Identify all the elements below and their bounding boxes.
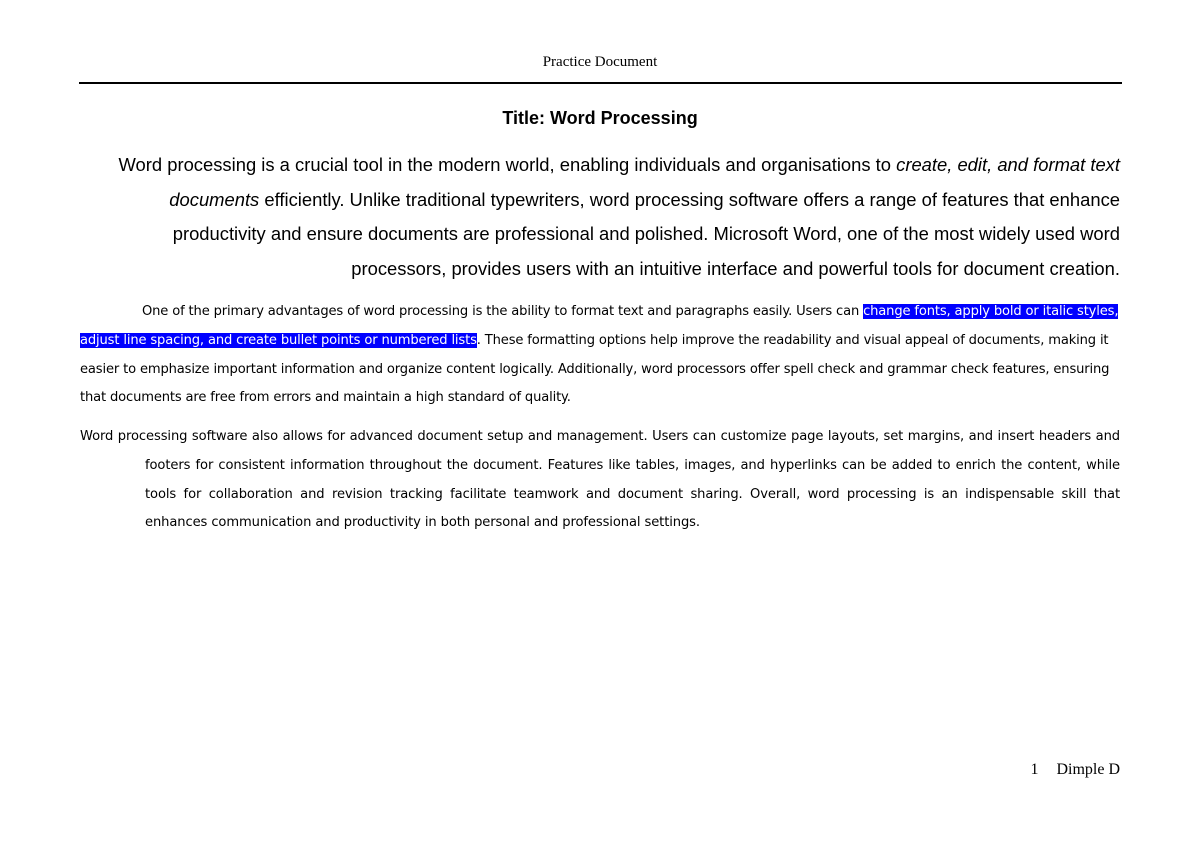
paragraph-intro-text-2: efficiently. Unlike traditional typewriters, word processing software offers a range of features that enhance productivity and ensure documents are professional and polished. Microsoft Word, one of the most widely used word processors, provides users with an intuitive interface and powerful tools for document creation. <box>172 188 1120 279</box>
page-header: Practice Document <box>542 54 658 70</box>
document-title: Title: Word Processing <box>502 108 698 128</box>
header-divider <box>79 82 1122 84</box>
paragraph-formatting-text-2: . These formatting options help improve the readability and visual appeal of documents, making it easier to emphasize important information and organize content logically. Additionally, word processors offer spell check and grammar check features, ensuring that documents are free from errors and maintain a high standard of quality. <box>80 332 1110 406</box>
footer-author: Dimple D <box>1056 761 1120 778</box>
paragraph-intro <box>82 148 1120 286</box>
paragraph-formatting-text-1: One of the primary advantages of word processing is the ability to format text and paragraphs easily. Users can <box>142 304 864 319</box>
selected-text-highlight[interactable]: change fonts, apply bold or italic styles, adjust line spacing, and create bullet points or numbered lists <box>80 304 1119 348</box>
paragraph-setup: Word processing software also allows for advanced document setup and management. Users can customize page layouts, set margins, and insert headers and footers for consistent information throughout the document. Features like tables, images, and hyperlinks can be added to enrich the content, while tools for collaboration and revision tracking facilitate teamwork and document sharing. Overall, word processing is an indispensable skill that enhances communication and productivity in both personal and professional settings. <box>80 429 1120 531</box>
paragraph-intro-text-1: Word processing is a crucial tool in the modern world, enabling individuals and organisations to <box>118 154 897 175</box>
paragraph-formatting <box>80 298 1120 413</box>
paragraph-intro-italic: create, edit, and format text documents <box>169 154 1120 210</box>
page-number: 1 <box>1030 761 1039 778</box>
page-footer <box>1030 760 1120 780</box>
